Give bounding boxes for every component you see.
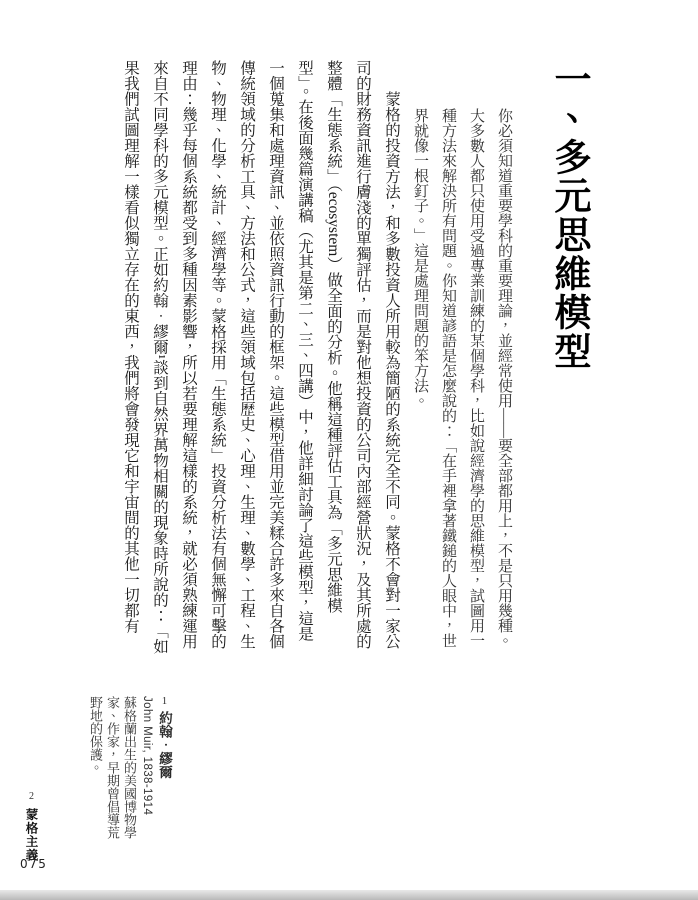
body-column: 型」。在後面幾篇演講稿（尤其是第二、三、四講）中，他詳細討論了這些模型，這是 [296,60,313,642]
footnote [87,696,174,844]
footnote-name-line [155,696,174,844]
epigraph-column: 種方法來解決所有問題。你知道諺語是怎麼說的：「在手裡拿著鐵鎚的人眼中，世 [440,108,456,648]
body-column: 蒙格的投資方法，和多數投資人所用較為簡陋的系統完全不同。蒙格不會對一家公 [383,91,400,649]
footnote-description-column: 蘇格蘭出生的美國博物學 [122,696,137,839]
page-content [116,60,592,652]
running-book-marker [22,791,40,862]
epigraph-quote [406,60,518,652]
body-column: 司的財務資訊進行膚淺的單獨評估，而是對他想投資的公司內部經營狀況，及其所處的 [354,60,371,649]
body-column: 一個蒐集和處理資訊、並依照資訊行動的框架。這些模型借用並完美糅合許多來自各個 [267,60,284,649]
footnote-description-column: 家、作家，早期曾倡導荒 [105,696,120,839]
epigraph-column: 大多數人都只使用受過專業訓練的某個學科，比如說經濟學的思維模型，試圖用一 [468,108,484,648]
book-title: 蒙格主義 [24,808,38,862]
footnote-description-column: 野地的保護。 [88,696,103,774]
body-column: 傳統領域的分析工具、方法和公式，這些領域包括歷史、心理、生理、數學、工程、生 [238,60,255,649]
body-column: 整體「生態系統」（ecosystem）做全面的分析。他稱這種評估工具為「多元思維模 [325,60,342,613]
epigraph-column: 界就像一根釘子。」這是處理問題的笨方法。 [412,108,428,408]
part-number: 2 [26,791,37,802]
epigraph-column: 你必須知道重要學科的重要理論，並經常使用——要全部都用上，不是只用幾種。 [496,108,512,648]
footnote-name: 約翰．繆爾 [157,711,172,779]
body-column: 果我們試圖理解一樣看似獨立存在的東西，我們將會發現它和宇宙間的其他一切都有 [122,60,139,634]
body-column: 物、物理、化學、統計、經濟學等。蒙格採用「生態系統」投資分析法有個無懈可擊的 [209,60,226,649]
page-number: 075 [20,857,48,871]
body-column: 理由：幾乎每個系統都受到多種因素影響，所以若要理解這樣的系統，就必須熟練運用 [180,60,197,649]
page-edge-strip [0,890,698,900]
footnote-number: 1 [159,696,170,707]
body-column: 來自不同學科的多元模型。正如約翰．繆爾¹談到自然界萬物相關的現象時所說的：「如 [151,60,168,654]
body-paragraph [116,60,406,652]
chapter-title: 一、多元思維模型 [548,60,589,371]
footnote-dates: John Muir, 1838-1914 [141,696,153,816]
